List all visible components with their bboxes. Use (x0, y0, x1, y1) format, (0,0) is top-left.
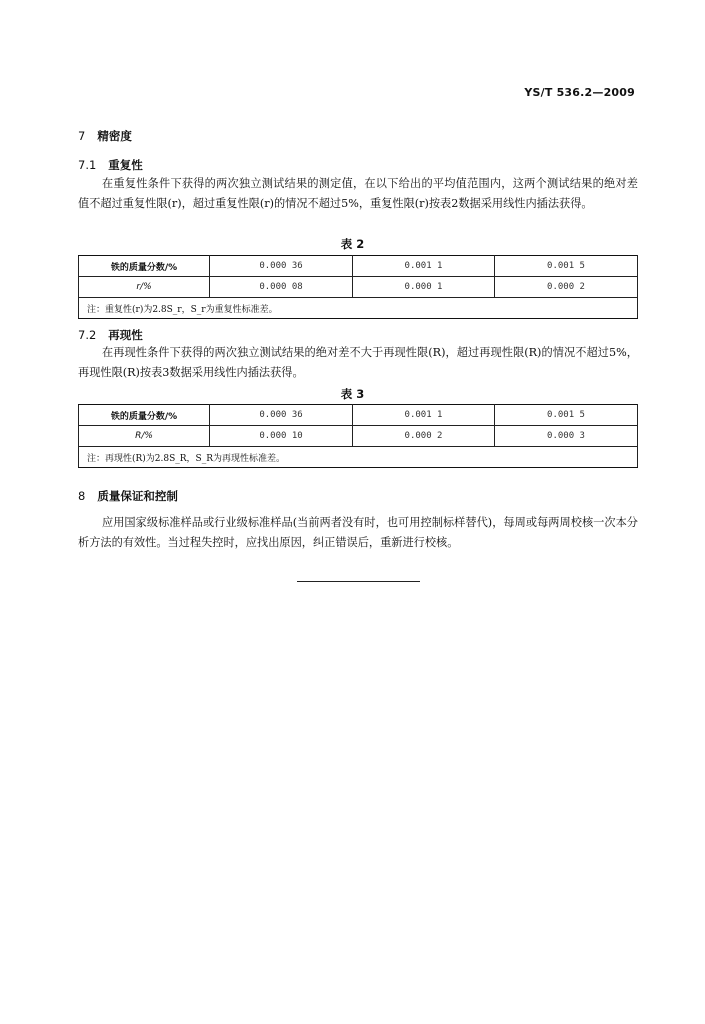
section-7-heading (78, 128, 132, 144)
table-note-row (79, 447, 638, 468)
table-2 (78, 255, 638, 319)
standard-number: YS/T 536.2—2009 (524, 86, 635, 99)
table-note-row (79, 298, 638, 319)
section-7-1-heading (78, 157, 143, 173)
table-2-caption: 表 2 (340, 237, 365, 251)
section-8-heading (78, 488, 178, 504)
end-of-document-rule (297, 581, 420, 582)
table-cell: 0.000 08 (210, 277, 353, 298)
section-7-1-paragraph: 在重复性条件下获得的两次独立测试结果的测定值，在以下给出的平均值范围内，这两个测试结果的绝对差值不超过重复性限(r)，超过重复性限(r)的情况不超过5%，重复性限(r)按表2数据采用线性内插法获得。 (78, 177, 638, 210)
section-8-paragraph: 应用国家级标准样品或行业级标准样品(当前两者没有时，也可用控制标样替代)，每周或每两周校核一次本分析方法的有效性。当过程失控时，应找出原因，纠正错误后，重新进行校核。 (78, 516, 638, 549)
table-row (79, 405, 638, 426)
table-2-note: 注：重复性(r)为2.8S_r，S_r为重复性标准差。 (79, 298, 638, 319)
table-cell: 0.000 36 (210, 405, 353, 426)
table-cell: 0.000 10 (210, 426, 353, 447)
section-7-number: 7 (78, 129, 86, 143)
section-7-2-heading (78, 327, 143, 343)
section-7-1-number: 7.1 (78, 158, 97, 172)
table-3-note: 注：再现性(R)为2.8S_R，S_R为再现性标准差。 (79, 447, 638, 468)
table-cell-label: R/% (79, 426, 210, 447)
table-cell: 0.001 5 (495, 256, 638, 277)
table-cell-label: 铁的质量分数/% (79, 256, 210, 277)
table-row (79, 426, 638, 447)
section-8-title: 质量保证和控制 (97, 489, 178, 503)
table-cell: 0.001 5 (495, 405, 638, 426)
section-7-2-paragraph: 在再现性条件下获得的两次独立测试结果的绝对差不大于再现性限(R)，超过再现性限(R)的情况不超过5%，再现性限(R)按表3数据采用线性内插法获得。 (78, 346, 638, 379)
table-row (79, 277, 638, 298)
section-7-2-title: 再现性 (108, 328, 143, 342)
table-cell: 0.001 1 (353, 256, 495, 277)
table-3-caption: 表 3 (340, 387, 365, 401)
table-cell: 0.000 2 (495, 277, 638, 298)
table-3 (78, 404, 638, 468)
table-cell: 0.001 1 (353, 405, 495, 426)
table-cell: 0.000 36 (210, 256, 353, 277)
table-cell: 0.000 2 (353, 426, 495, 447)
table-cell: 0.000 1 (353, 277, 495, 298)
section-7-1-title: 重复性 (108, 158, 143, 172)
table-row (79, 256, 638, 277)
table-cell: 0.000 3 (495, 426, 638, 447)
table-cell-label: 铁的质量分数/% (79, 405, 210, 426)
section-7-title: 精密度 (97, 129, 132, 143)
table-cell-label: r/% (79, 277, 210, 298)
section-7-2-number: 7.2 (78, 328, 97, 342)
section-8-number: 8 (78, 489, 86, 503)
